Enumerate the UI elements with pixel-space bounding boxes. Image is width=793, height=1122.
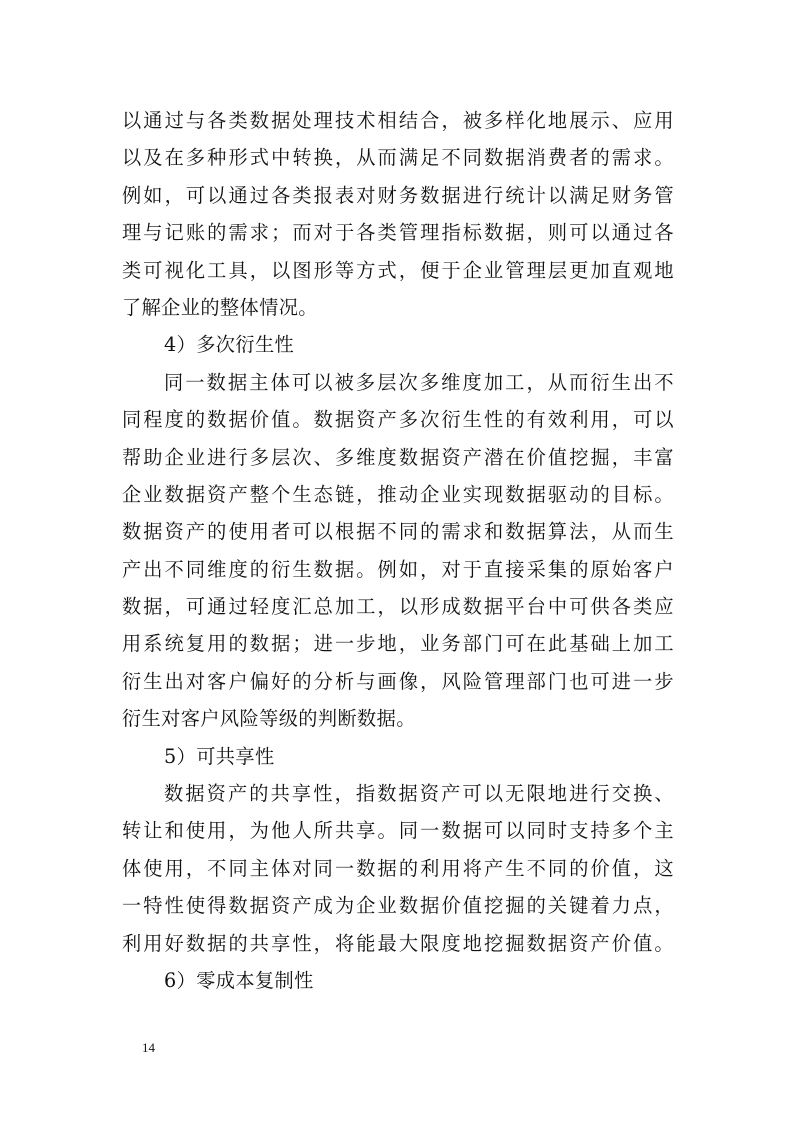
page-number: 14 — [142, 1040, 155, 1055]
paragraph-line: 衍生出对客户偏好的分析与画像，风险管理部门也可进一步 — [122, 669, 674, 693]
paragraph-line: 理与记账的需求；而对于各类管理指标数据，则可以通过各 — [122, 221, 674, 245]
paragraph-line: 衍生对客户风险等级的判断数据。 — [122, 707, 416, 731]
paragraph-line: 数据资产的使用者可以根据不同的需求和数据算法，从而生 — [122, 520, 674, 544]
paragraph-line: 类可视化工具，以图形等方式，便于企业管理层更加直观地 — [122, 258, 674, 282]
body-text — [122, 102, 674, 999]
paragraph-line: 了解企业的整体情况。 — [122, 295, 318, 319]
paragraph-line: 转让和使用，为他人所共享。同一数据可以同时支持多个主 — [122, 819, 674, 843]
paragraph-line: 以通过与各类数据处理技术相结合，被多样化地展示、应用 — [122, 109, 674, 132]
paragraph-line: 同一数据主体可以被多层次多维度加工，从而衍生出不 — [164, 370, 674, 394]
paragraph-line: 用系统复用的数据；进一步地，业务部门可在此基础上加工 — [122, 632, 674, 656]
section-heading: 4）多次衍生性 — [164, 333, 295, 357]
paragraph-line: 利用好数据的共享性，将能最大限度地挖掘数据资产价值。 — [122, 931, 674, 955]
paragraph-line: 数据资产的共享性，指数据资产可以无限地进行交换、 — [164, 782, 674, 806]
section-heading: 6）零成本复制性 — [164, 968, 314, 992]
paragraph-line: 帮助企业进行多层次、多维度数据资产潜在价值挖掘，丰富 — [122, 445, 674, 469]
paragraph-line: 以及在多种形式中转换，从而满足不同数据消费者的需求。 — [122, 146, 674, 170]
paragraph-line: 数据，可通过轻度汇总加工，以形成数据平台中可供各类应 — [122, 595, 674, 619]
paragraph-line: 产出不同维度的衍生数据。例如，对于直接采集的原始客户 — [122, 557, 674, 581]
paragraph-line: 一特性使得数据资产成为企业数据价值挖掘的关键着力点， — [122, 894, 674, 918]
paragraph-line: 例如，可以通过各类报表对财务数据进行统计以满足财务管 — [122, 183, 674, 207]
paragraph-line: 体使用，不同主体对同一数据的利用将产生不同的价值，这 — [122, 856, 674, 880]
section-heading: 5）可共享性 — [164, 744, 275, 768]
paragraph-line: 企业数据资产整个生态链，推动企业实现数据驱动的目标。 — [122, 482, 674, 506]
paragraph-line: 同程度的数据价值。数据资产多次衍生性的有效利用，可以 — [122, 408, 674, 432]
